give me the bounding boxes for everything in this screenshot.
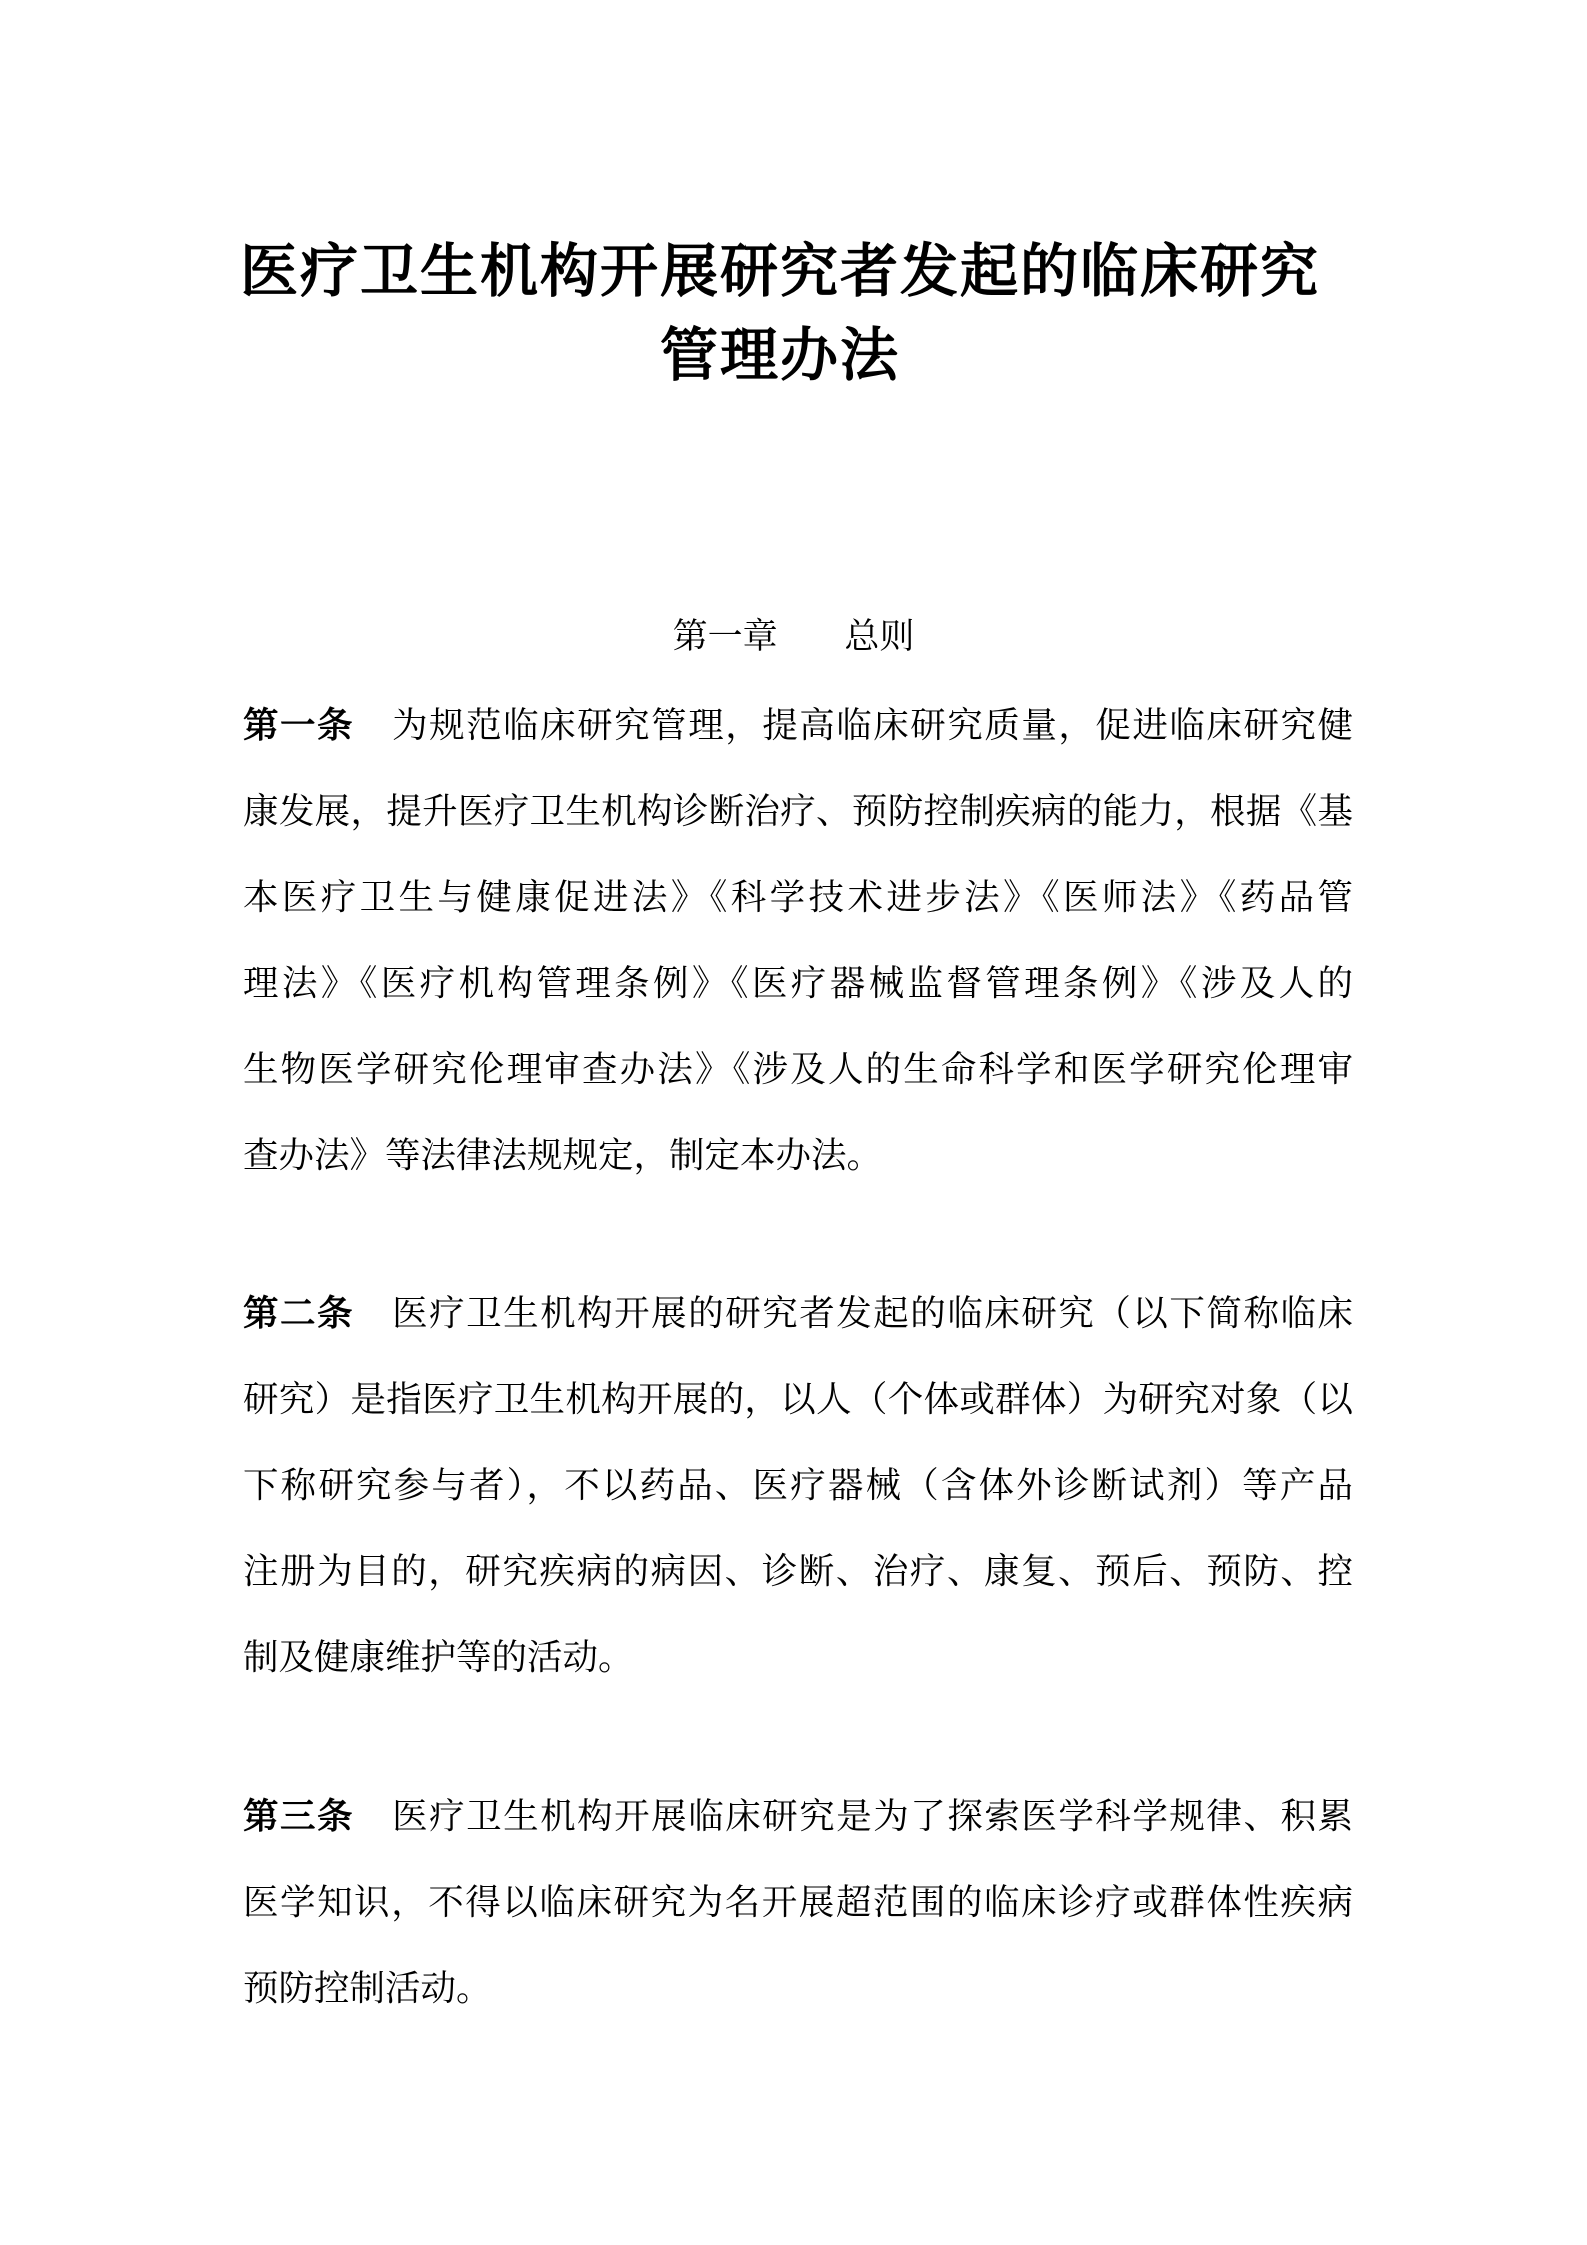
chapter-heading: 第一章 总则 [672,617,915,657]
article-label: 第三条 [243,1796,355,1837]
article-text: 医疗卫生机构开展的研究者发起的临床研究（以下简称临床 [392,1293,1353,1334]
article-line: 制及健康维护等的活动。 [243,1637,634,1678]
article-line: 预防控制活动。 [243,1968,492,2009]
article-line [243,1774,1353,1860]
article-line: 查办法》等法律法规规定，制定本办法。 [243,1135,883,1176]
article-line: 生物医学研究伦理审查办法》《涉及人的生命科学和医学研究伦理审 [243,1049,1353,1090]
article-line [243,683,1353,769]
article-line: 理法》《医疗机构管理条例》《医疗器械监督管理条例》《涉及人的 [243,963,1353,1004]
article-line [243,1271,1353,1357]
article-line: 医学知识，不得以临床研究为名开展超范围的临床诊疗或群体性疾病 [243,1882,1353,1923]
article-line: 本医疗卫生与健康促进法》《科学技术进步法》《医师法》《药品管 [243,877,1353,918]
article-label: 第二条 [243,1293,355,1334]
document-title-line-1: 医疗卫生机构开展研究者发起的临床研究 [239,237,1320,305]
article-3 [243,1774,1353,2032]
article-1 [243,683,1353,1199]
article-text: 医疗卫生机构开展临床研究是为了探索医学科学规律、积累 [392,1796,1353,1837]
article-2 [243,1271,1353,1701]
document-title-line-2: 管理办法 [659,321,900,389]
article-text: 为规范临床研究管理，提高临床研究质量，促进临床研究健 [392,705,1353,746]
article-line: 康发展，提升医疗卫生机构诊断治疗、预防控制疾病的能力，根据《基 [243,791,1353,832]
article-line: 研究）是指医疗卫生机构开展的，以人（个体或群体）为研究对象（以 [243,1379,1353,1420]
article-label: 第一条 [243,705,355,746]
article-line: 注册为目的，研究疾病的病因、诊断、治疗、康复、预后、预防、控 [243,1551,1353,1592]
article-line: 下称研究参与者），不以药品、医疗器械（含体外诊断试剂）等产品 [243,1465,1353,1506]
